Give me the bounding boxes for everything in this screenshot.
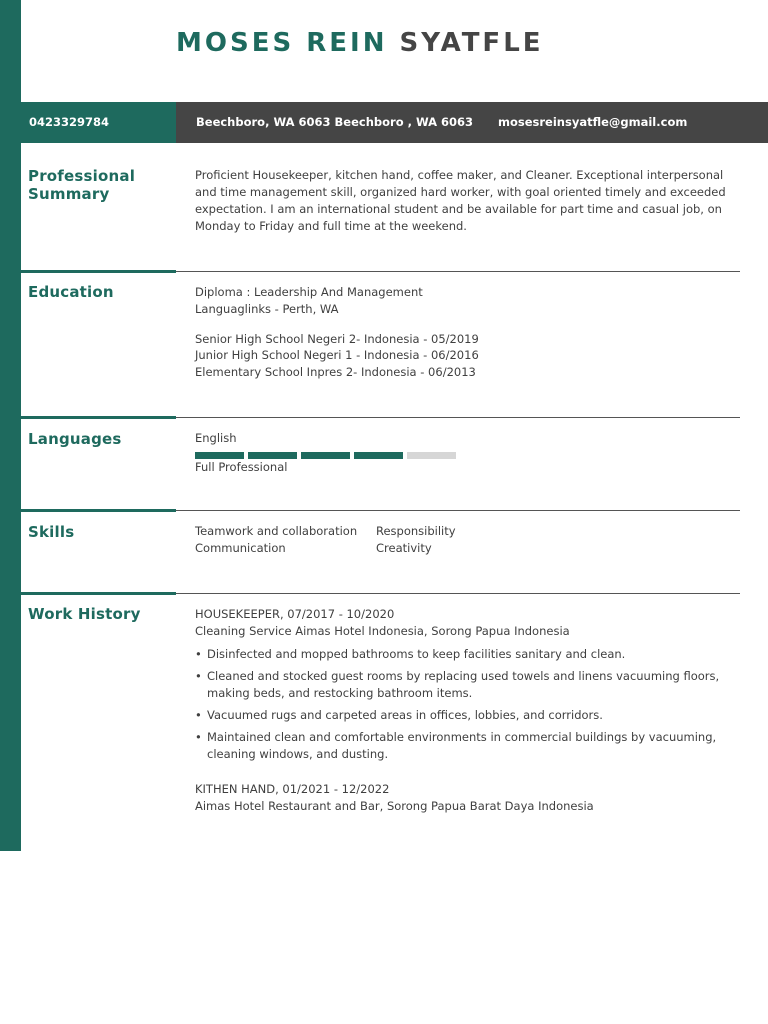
summary-heading-line1: Professional [28, 167, 136, 185]
skill-item: Communication [195, 541, 286, 555]
education-entry: Junior High School Negeri 1 - Indonesia - 06/2016 [195, 348, 479, 362]
job-duty: • Vacuumed rugs and carpeted areas in offices, lobbies, and corridors. [195, 707, 740, 724]
job-heading: HOUSEKEEPER, 07/2017 - 10/2020 [195, 607, 395, 621]
language-level-segment [301, 452, 350, 459]
candidate-name [176, 28, 544, 58]
skills-divider-accent [21, 509, 176, 512]
languages-divider [176, 417, 740, 418]
job-company: Cleaning Service Aimas Hotel Indonesia, Sorong Papua Indonesia [195, 624, 570, 638]
summary-text: Proficient Housekeeper, kitchen hand, coffee maker, and Cleaner. Exceptional interpersonal and time management skill, organized hard worker, with goal oriented timely and exceeded expectation. I am an international student and be available for part time and casual job, on Monday to Friday and full time at the weekend. [195, 168, 726, 233]
education-divider [176, 271, 740, 272]
contact-phone: 0423329784 [29, 115, 110, 129]
language-level-segment [248, 452, 297, 459]
first-name: MOSES REIN [176, 28, 388, 58]
language-level-segment [407, 452, 456, 459]
education-heading: Education [28, 283, 114, 301]
work-heading: Work History [28, 605, 141, 623]
job-company: Aimas Hotel Restaurant and Bar, Sorong Papua Barat Daya Indonesia [195, 799, 594, 813]
languages-heading: Languages [28, 430, 122, 448]
work-divider-accent [21, 592, 176, 595]
skill-item: Teamwork and collaboration [195, 524, 358, 538]
summary-heading-line2: Summary [28, 185, 110, 203]
languages-divider-accent [21, 416, 176, 419]
education-divider-accent [21, 270, 176, 273]
skill-item: Responsibility [376, 524, 456, 538]
contact-email[interactable]: mosesreinsyatfle@gmail.com [498, 115, 688, 129]
work-divider [176, 593, 740, 594]
skills-divider [176, 510, 740, 511]
education-diploma-school: Languaglinks - Perth, WA [195, 302, 339, 316]
summary-heading [28, 167, 135, 203]
last-name: SYATFLE [399, 28, 544, 58]
skills-heading: Skills [28, 523, 75, 541]
language-name: English [195, 431, 237, 445]
skill-item: Creativity [376, 541, 432, 555]
job-duty: • Cleaned and stocked guest rooms by replacing used towels and linens vacuuming floors, making beds, and restocking bathroom items. [195, 668, 740, 702]
education-diploma: Diploma : Leadership And Management [195, 285, 423, 299]
language-level-segment [195, 452, 244, 459]
side-accent-bar [0, 0, 21, 851]
job-heading: KITHEN HAND, 01/2021 - 12/2022 [195, 782, 390, 796]
education-entry: Senior High School Negeri 2- Indonesia - 05/2019 [195, 332, 479, 346]
language-level-label: Full Professional [195, 460, 288, 474]
education-entry: Elementary School Inpres 2- Indonesia - 06/2013 [195, 365, 476, 379]
job-duties-list [195, 646, 740, 768]
job-duty: • Maintained clean and comfortable environments in commercial buildings by vacuuming, cleaning windows, and dusting. [195, 729, 740, 763]
contact-address: Beechboro, WA 6063 Beechboro , WA 6063 [196, 115, 474, 129]
job-duty: • Disinfected and mopped bathrooms to keep facilities sanitary and clean. [195, 646, 740, 663]
language-level-segment [354, 452, 403, 459]
